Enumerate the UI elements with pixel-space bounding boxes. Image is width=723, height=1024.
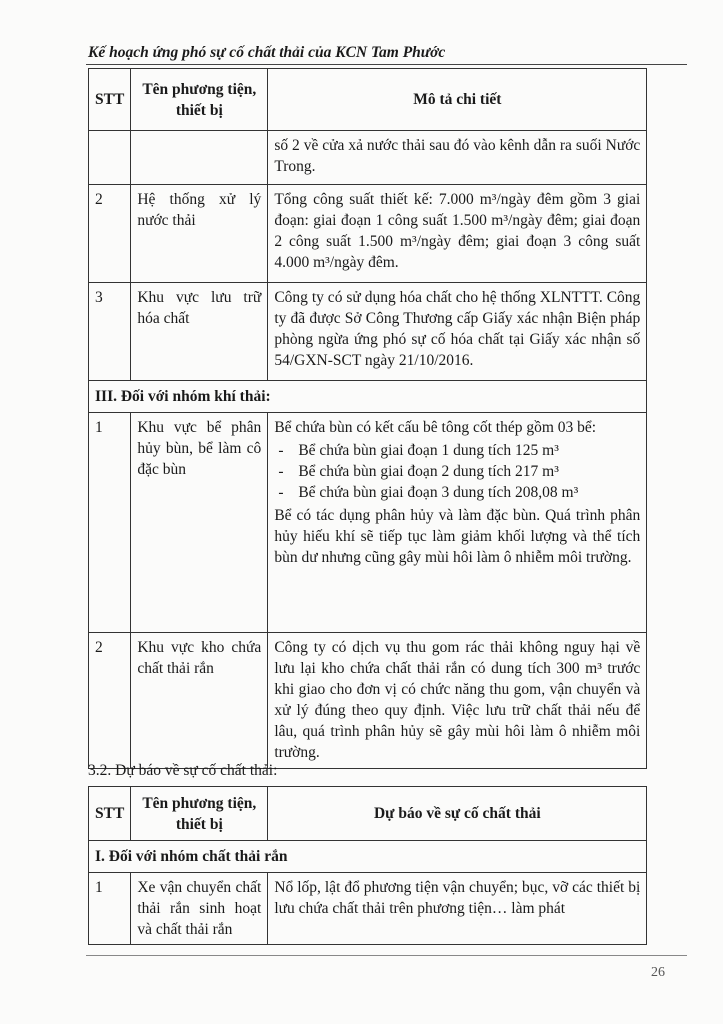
table-row [89, 413, 647, 633]
row-stt [89, 131, 131, 185]
row-description: Công ty có dịch vụ thu gom rác thải không nguy hại về lưu lại kho chứa chất thải rắn có dung tích 300 m³ trước khi giao cho đơn vị có chức năng thu gom, vận chuyển và xử lý đúng theo quy định. Việc lưu trữ chất thải nếu để lâu, quá trình phân hủy sẽ gây mùi hôi làm ô nhiễm môi trường. [268, 633, 647, 769]
row-name: Xe vận chuyển chất thải rắn sinh hoạt và chất thải rắn [131, 873, 268, 945]
section-subheading: 3.2. Dự báo về sự cố chất thải: [88, 762, 278, 779]
document-header-title: Kế hoạch ứng phó sự cố chất thải của KCN Tam Phước [88, 44, 446, 61]
row-stt: 2 [89, 185, 131, 283]
equipment-description-table [88, 68, 647, 769]
description-intro: Bể chứa bùn có kết cấu bê tông cốt thép gồm 03 bể: [274, 419, 597, 436]
row-stt: 1 [89, 413, 131, 633]
footer-divider [86, 955, 687, 956]
row-description: Tổng công suất thiết kế: 7.000 m³/ngày đêm gồm 3 giai đoạn: giai đoạn 1 công suất 1.500 m³/ngày đêm; giai đoạn 2 công suất 1.500 m³/ngày đêm; giai đoạn 3 công suất 4.000 m³/ngày đêm. [268, 185, 647, 283]
table-row [89, 283, 647, 381]
row-stt: 3 [89, 283, 131, 381]
section-row [89, 841, 647, 873]
tank-list [274, 440, 640, 503]
row-description [268, 413, 647, 633]
row-name: Khu vực bể phân hủy bùn, bể làm cô đặc bùn [131, 413, 268, 633]
section-title: III. Đối với nhóm khí thải: [89, 381, 647, 413]
list-item: - Bể chứa bùn giai đoạn 3 dung tích 208,08 m³ [274, 482, 640, 503]
row-name: Khu vực kho chứa chất thải rắn [131, 633, 268, 769]
page-number: 26 [651, 965, 665, 980]
table-row [89, 633, 647, 769]
row-stt: 1 [89, 873, 131, 945]
table-header-row [89, 787, 647, 841]
header-equipment-name: Tên phương tiện, thiết bị [131, 69, 268, 131]
row-name [131, 131, 268, 185]
section-title: I. Đối với nhóm chất thải rắn [89, 841, 647, 873]
table-header-row [89, 69, 647, 131]
row-description: Công ty có sử dụng hóa chất cho hệ thống XLNTTT. Công ty đã được Sở Công Thương cấp Giấy xác nhận Biện pháp phòng ngừa ứng phó sự cố hóa chất tại Giấy xác nhận số 54/GXN-SCT ngày 21/10/2016. [268, 283, 647, 381]
row-description: Nổ lốp, lật đổ phương tiện vận chuyển; bục, vỡ các thiết bị lưu chứa chất thải trên phương tiện… làm phát [268, 873, 647, 945]
row-name: Hệ thống xử lý nước thải [131, 185, 268, 283]
header-description: Mô tả chi tiết [268, 69, 647, 131]
header-divider [86, 64, 687, 65]
row-description: số 2 về cửa xả nước thải sau đó vào kênh dẫn ra suối Nước Trong. [268, 131, 647, 185]
incident-forecast-table [88, 786, 647, 945]
row-stt: 2 [89, 633, 131, 769]
list-item: - Bể chứa bùn giai đoạn 2 dung tích 217 m³ [274, 461, 640, 482]
table-row [89, 131, 647, 185]
description-outro: Bể có tác dụng phân hủy và làm đặc bùn. Quá trình phân hủy hiếu khí sẽ tiếp tục làm giảm khối lượng và thể tích bùn dư nhưng cũng gây mùi hôi làm ô nhiễm môi trường. [274, 507, 641, 566]
section-row [89, 381, 647, 413]
header-equipment-name: Tên phương tiện, thiết bị [131, 787, 268, 841]
row-name: Khu vực lưu trữ hóa chất [131, 283, 268, 381]
header-stt: STT [89, 69, 131, 131]
header-stt: STT [89, 787, 131, 841]
list-item: - Bể chứa bùn giai đoạn 1 dung tích 125 m³ [274, 440, 640, 461]
table-row [89, 873, 647, 945]
table-row [89, 185, 647, 283]
header-forecast: Dự báo về sự cố chất thải [268, 787, 647, 841]
